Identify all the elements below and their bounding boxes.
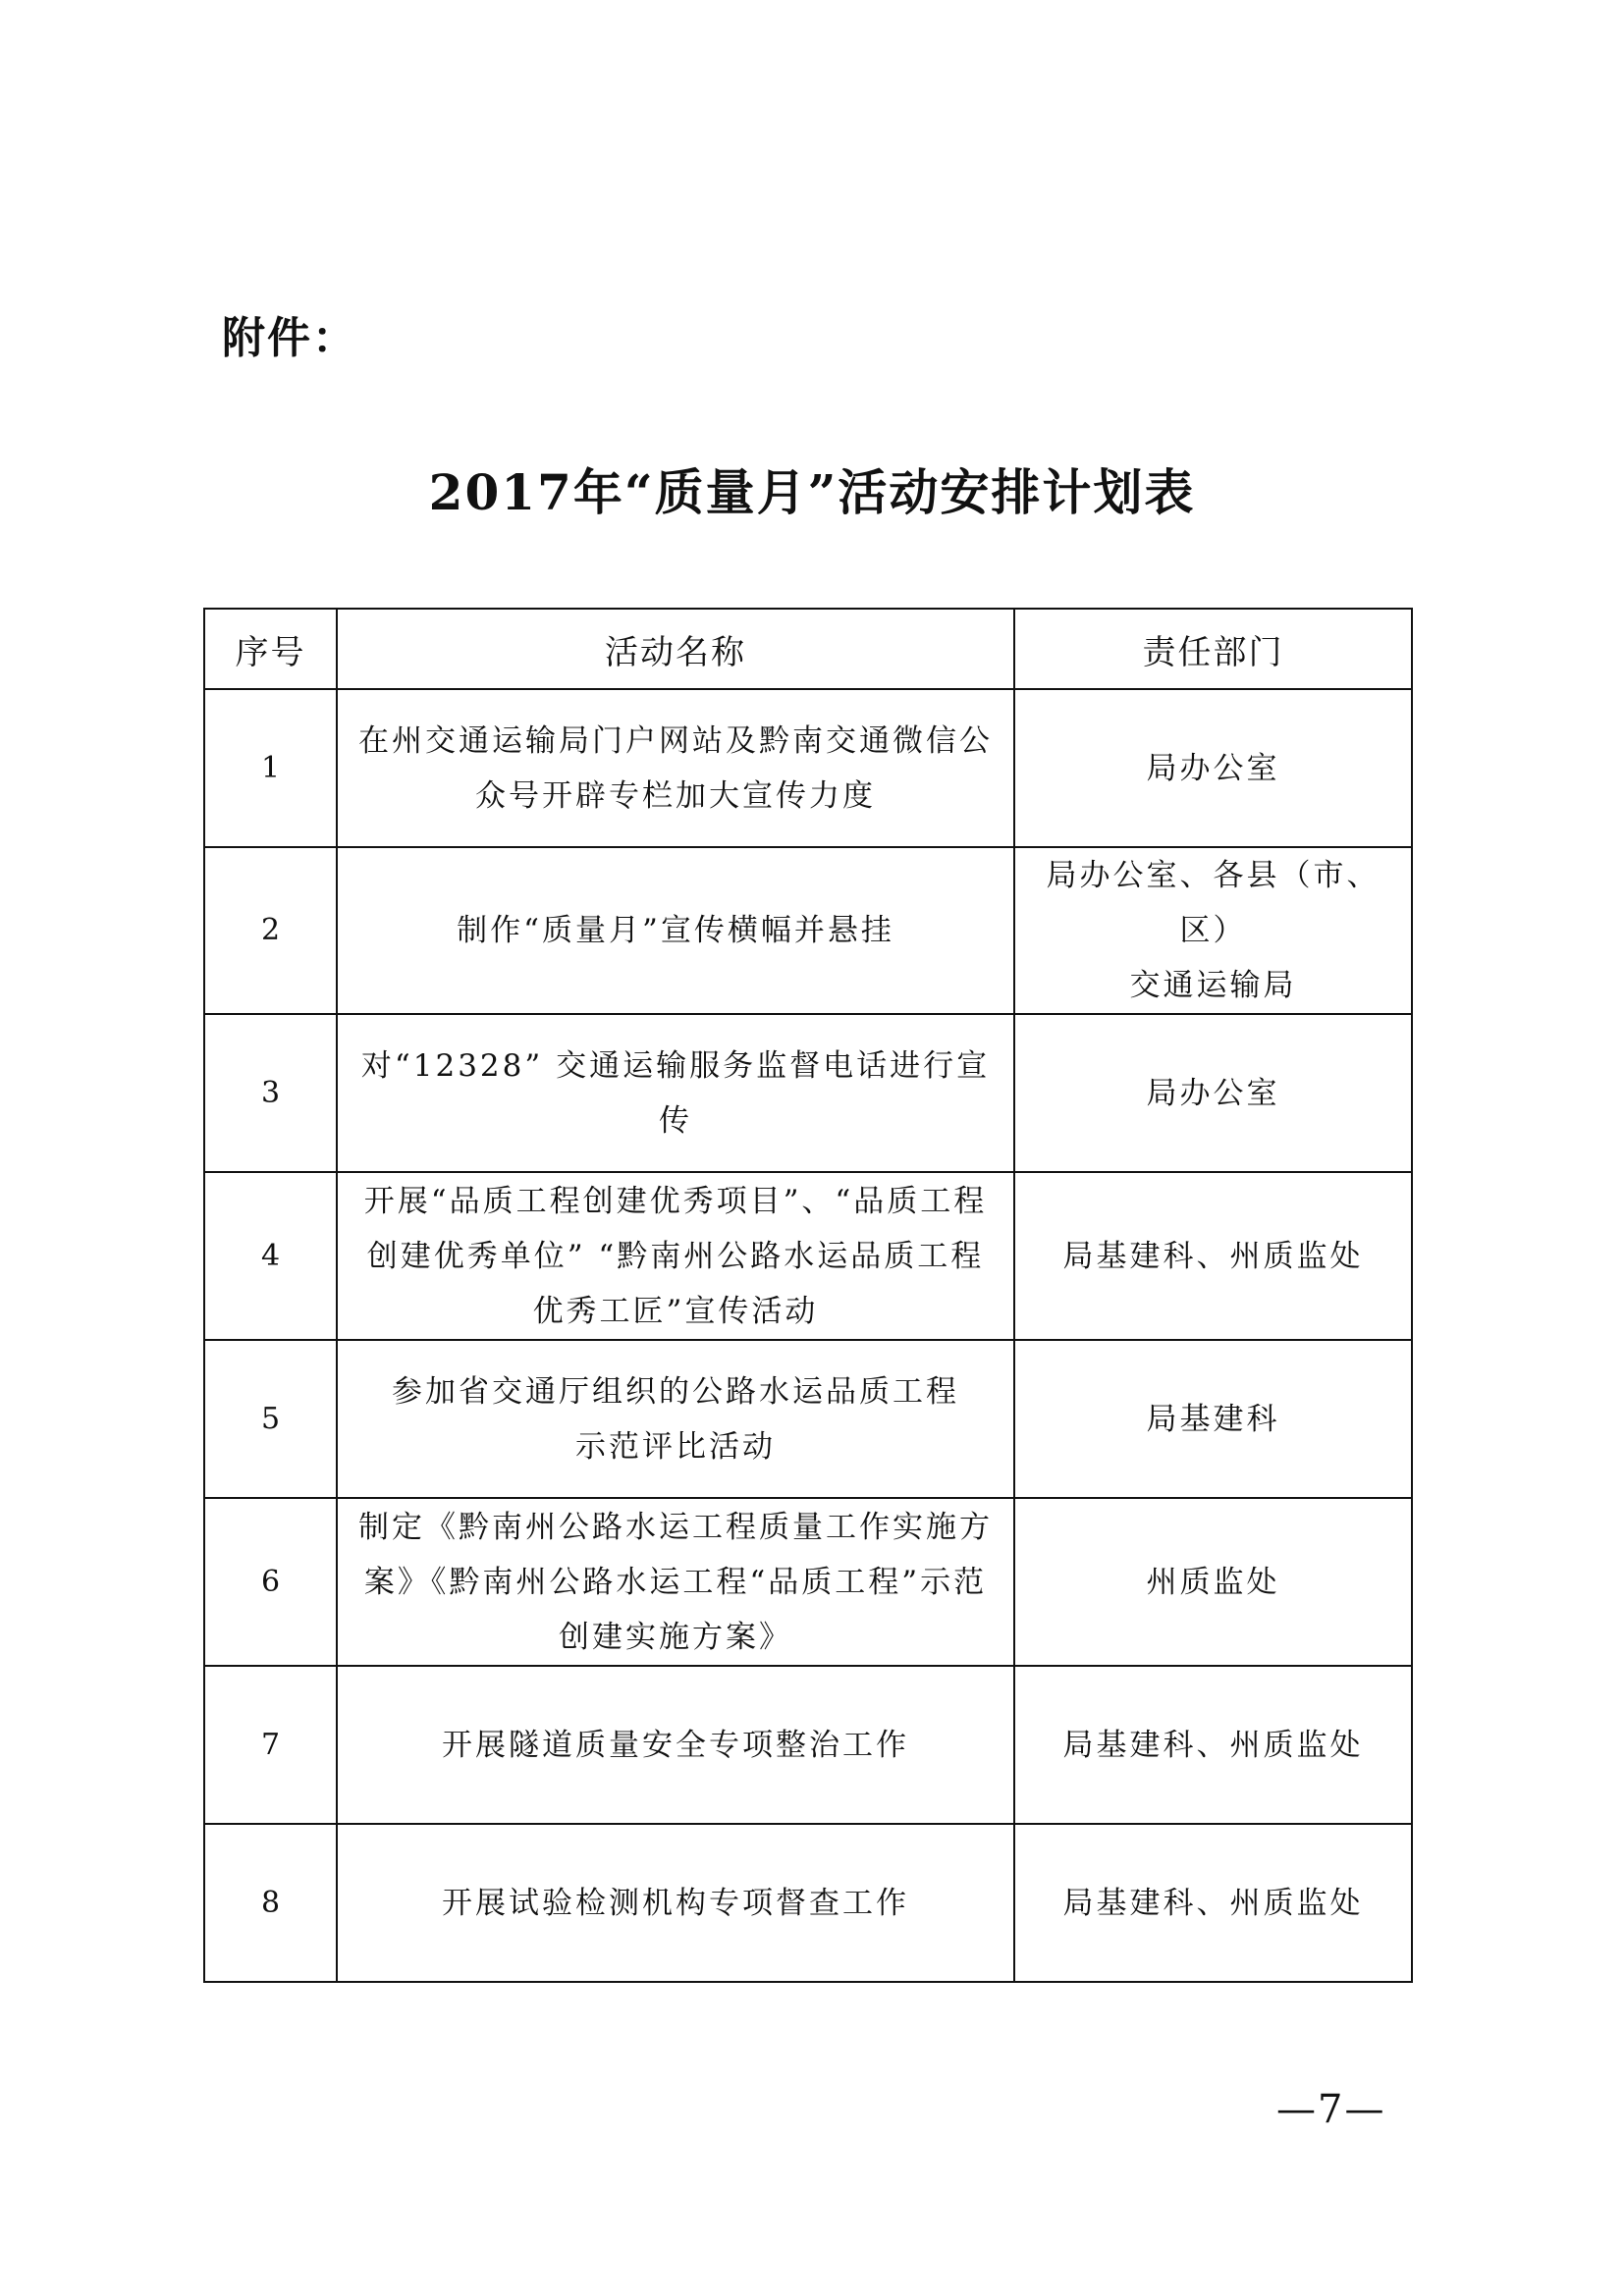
row-activity (337, 847, 1014, 1014)
activity-line: 开展隧道质量安全专项整治工作 (442, 1727, 909, 1763)
activity-line: 创建实施方案》 (559, 1619, 792, 1655)
department-line: 局办公室 (1146, 750, 1280, 786)
row-no: 1 (204, 689, 337, 847)
row-activity (337, 1498, 1014, 1666)
activity-line: 参加省交通厅组织的公路水运品质工程 (392, 1373, 959, 1410)
row-activity (337, 1666, 1014, 1824)
department-line: 局基建科 (1146, 1401, 1280, 1437)
page-title: 2017年“质量月”活动安排计划表 (428, 463, 1196, 521)
row-department (1014, 1014, 1412, 1172)
department-line: 局基建科、州质监处 (1062, 1727, 1364, 1763)
row-department (1014, 1666, 1412, 1824)
department-line: 交通运输局 (1129, 968, 1297, 1003)
row-no: 6 (204, 1498, 337, 1666)
table-row (204, 1666, 1412, 1824)
activity-line: 示范评比活动 (575, 1428, 776, 1465)
attachment-label: 附件： (222, 313, 357, 363)
table-header-row (204, 609, 1412, 689)
table-row (204, 1014, 1412, 1172)
page-number: —7— (1276, 2087, 1386, 2132)
row-activity (337, 1824, 1014, 1982)
department-line: 局基建科、州质监处 (1062, 1885, 1364, 1921)
activity-line: 案》《黔南州公路水运工程“品质工程”示范 (363, 1564, 988, 1600)
department-line: 局办公室、各县（市、区） (1046, 858, 1380, 948)
activity-line: 开展“品质工程创建优秀项目”、“品质工程 (363, 1183, 988, 1219)
activity-line: 优秀工匠”宣传活动 (532, 1293, 819, 1329)
row-department (1014, 1172, 1412, 1340)
row-department (1014, 689, 1412, 847)
row-department (1014, 1498, 1412, 1666)
table-row (204, 847, 1412, 1014)
row-activity (337, 1172, 1014, 1340)
row-activity (337, 1340, 1014, 1498)
header-no: 序号 (204, 609, 337, 689)
department-line: 局基建科、州质监处 (1062, 1238, 1364, 1274)
row-activity (337, 1014, 1014, 1172)
activity-line: 对“12328” 交通运输服务监督电话进行宣传 (360, 1047, 991, 1139)
table-row (204, 1172, 1412, 1340)
row-no: 7 (204, 1666, 337, 1824)
department-line: 局办公室 (1146, 1075, 1280, 1111)
row-no: 2 (204, 847, 337, 1014)
activity-line: 制作“质量月”宣传横幅并悬挂 (457, 913, 894, 948)
header-department: 责任部门 (1014, 609, 1412, 689)
activity-line: 开展试验检测机构专项督查工作 (442, 1885, 909, 1921)
row-no: 3 (204, 1014, 337, 1172)
row-no: 5 (204, 1340, 337, 1498)
row-department (1014, 1340, 1412, 1498)
row-no: 8 (204, 1824, 337, 1982)
header-activity: 活动名称 (337, 609, 1014, 689)
row-department (1014, 847, 1412, 1014)
department-line: 州质监处 (1146, 1564, 1280, 1600)
activity-line: 创建优秀单位” “黔南州公路水运品质工程 (366, 1238, 985, 1274)
table-row (204, 689, 1412, 847)
activity-line: 在州交通运输局门户网站及黔南交通微信公 (358, 722, 993, 759)
row-department (1014, 1824, 1412, 1982)
activity-line: 制定《黔南州公路水运工程质量工作实施方 (358, 1509, 993, 1545)
activity-plan-table (203, 608, 1413, 1983)
table-row (204, 1824, 1412, 1982)
table-row (204, 1340, 1412, 1498)
row-no: 4 (204, 1172, 337, 1340)
table-row (204, 1498, 1412, 1666)
row-activity (337, 689, 1014, 847)
activity-line: 众号开辟专栏加大宣传力度 (475, 777, 876, 814)
